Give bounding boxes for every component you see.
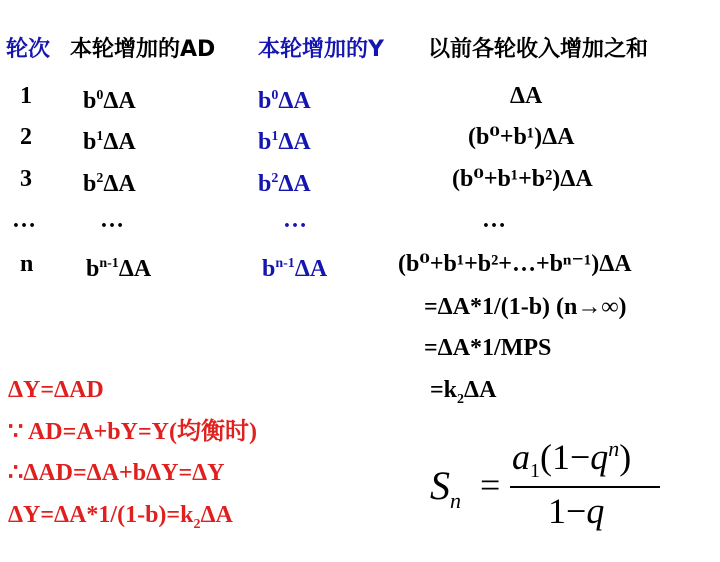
formula-lhs: $S_n$ bbox=[430, 463, 461, 513]
row-y: $b^0\Delta A$ bbox=[258, 88, 311, 114]
derivation-line-2: ∵ AD=A+bY=Y(均衡时) bbox=[8, 419, 257, 445]
formula-numerator: $a_1(1-q^n)$ bbox=[512, 436, 632, 483]
row-y: $b^2\Delta A$ bbox=[258, 171, 311, 197]
header-y: 本轮增加的Y bbox=[258, 37, 384, 62]
row-sum: (b⁰+b¹)ΔA bbox=[468, 124, 575, 150]
row-ad: $b^2\Delta A$ bbox=[83, 171, 136, 197]
header-ad: 本轮增加的AD bbox=[70, 37, 216, 62]
formula-denominator: 1−q bbox=[548, 491, 605, 531]
row-sum: (b⁰+b¹+b²+…+bⁿ⁻¹)ΔA bbox=[398, 251, 632, 277]
round-number: 2 bbox=[20, 124, 32, 150]
header-sum: 以前各轮收入增加之和 bbox=[428, 37, 649, 62]
derivation-line-1: ΔY=ΔAD bbox=[8, 377, 104, 403]
result-limit: =ΔA*1/(1-b) (n→∞) bbox=[424, 294, 627, 320]
row-sum: … bbox=[482, 207, 506, 233]
row-y: $b^{n-1}\Delta A$ bbox=[262, 256, 328, 282]
result-k2: $=k_2\Delta A$ bbox=[430, 377, 497, 407]
row-ad: $b^1\Delta A$ bbox=[83, 129, 136, 155]
round-number: 1 bbox=[20, 83, 32, 109]
row-ad: $b^0\Delta A$ bbox=[83, 88, 136, 114]
row-sum: ΔA bbox=[510, 83, 543, 109]
geometric-sum-formula bbox=[430, 436, 670, 540]
round-number: … bbox=[12, 207, 36, 233]
row-y: $b^1\Delta A$ bbox=[258, 129, 311, 155]
round-number: 3 bbox=[20, 166, 32, 192]
row-y: … bbox=[283, 207, 307, 233]
round-number: n bbox=[20, 251, 34, 277]
formula-equals: = bbox=[480, 465, 501, 505]
row-ad: … bbox=[100, 207, 124, 233]
fraction-bar bbox=[510, 486, 660, 488]
row-ad: $b^{n-1}\Delta A$ bbox=[86, 256, 152, 282]
header-round: 轮次 bbox=[6, 37, 51, 62]
derivation-line-3: ∴ΔAD=ΔA+bΔY=ΔY bbox=[8, 460, 225, 486]
row-sum: (b⁰+b¹+b²)ΔA bbox=[452, 166, 593, 192]
result-mps: =ΔA*1/MPS bbox=[424, 335, 552, 361]
derivation-line-4: $\Delta Y=\Delta A*1/(1-b)=k_2\Delta A$ bbox=[8, 502, 233, 532]
